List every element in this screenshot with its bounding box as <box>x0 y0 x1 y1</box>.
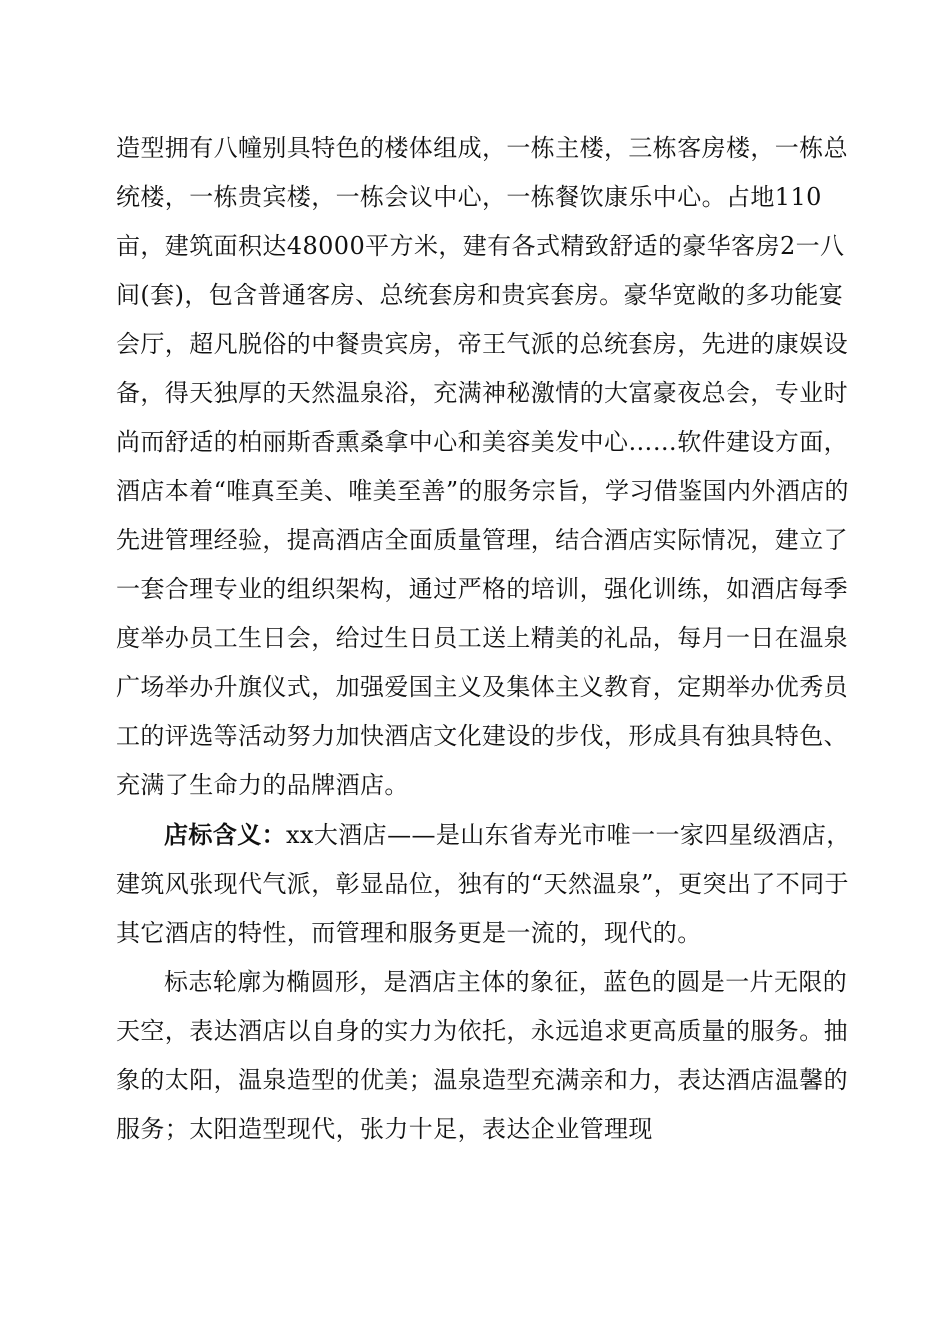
paragraph-logo-description <box>116 958 852 1154</box>
paragraph-logo-description-text: 标志轮廓为椭圆形，是酒店主体的象征，蓝色的圆是一片无限的天空，表达酒店以自身的实力为依托，永远追求更高质量的服务。抽象的太阳，温泉造型的优美；温泉造型充满亲和力，表达酒店温馨的服务；太阳造型现代，张力十足，表达企业管理现 <box>116 968 848 1143</box>
paragraph-buildings <box>116 124 852 810</box>
logo-meaning-text: xx大酒店——是山东省寿光市唯一一家四星级酒店，建筑风张现代气派，彰显品位，独有的“天然温泉”，更突出了不同于其它酒店的特性，而管理和服务更是一流的，现代的。 <box>116 821 851 947</box>
paragraph-buildings-text: 造型拥有八幢别具特色的楼体组成，一栋主楼，三栋客房楼，一栋总统楼，一栋贵宾楼，一栋会议中心，一栋餐饮康乐中心。占地110亩，建筑面积达48000平方米，建有各式精致舒适的豪华客房2一八间(套)，包含普通客房、总统套房和贵宾套房。豪华宽敞的多功能宴会厅，超凡脱俗的中餐贵宾房，帝王气派的总统套房，先进的康娱设备，得天独厚的天然温泉浴，充满神秘激情的大富豪夜总会，专业时尚而舒适的柏丽斯香熏桑拿中心和美容美发中心……软件建设方面，酒店本着“唯真至美、唯美至善”的服务宗旨，学习借鉴国内外酒店的先进管理经验，提高酒店全面质量管理，结合酒店实际情况，建立了一套合理专业的组织架构，通过严格的培训，强化训练，如酒店每季度举办员工生日会，给过生日员工送上精美的礼品，每月一日在温泉广场举办升旗仪式，加强爱国主义及集体主义教育，定期举办优秀员工的评选等活动努力加快酒店文化建设的步伐，形成具有独具特色、充满了生命力的品牌酒店。 <box>116 134 849 799</box>
document-page <box>116 124 852 1154</box>
paragraph-logo-meaning <box>116 810 852 958</box>
logo-meaning-heading: 店标含义： <box>164 820 286 849</box>
